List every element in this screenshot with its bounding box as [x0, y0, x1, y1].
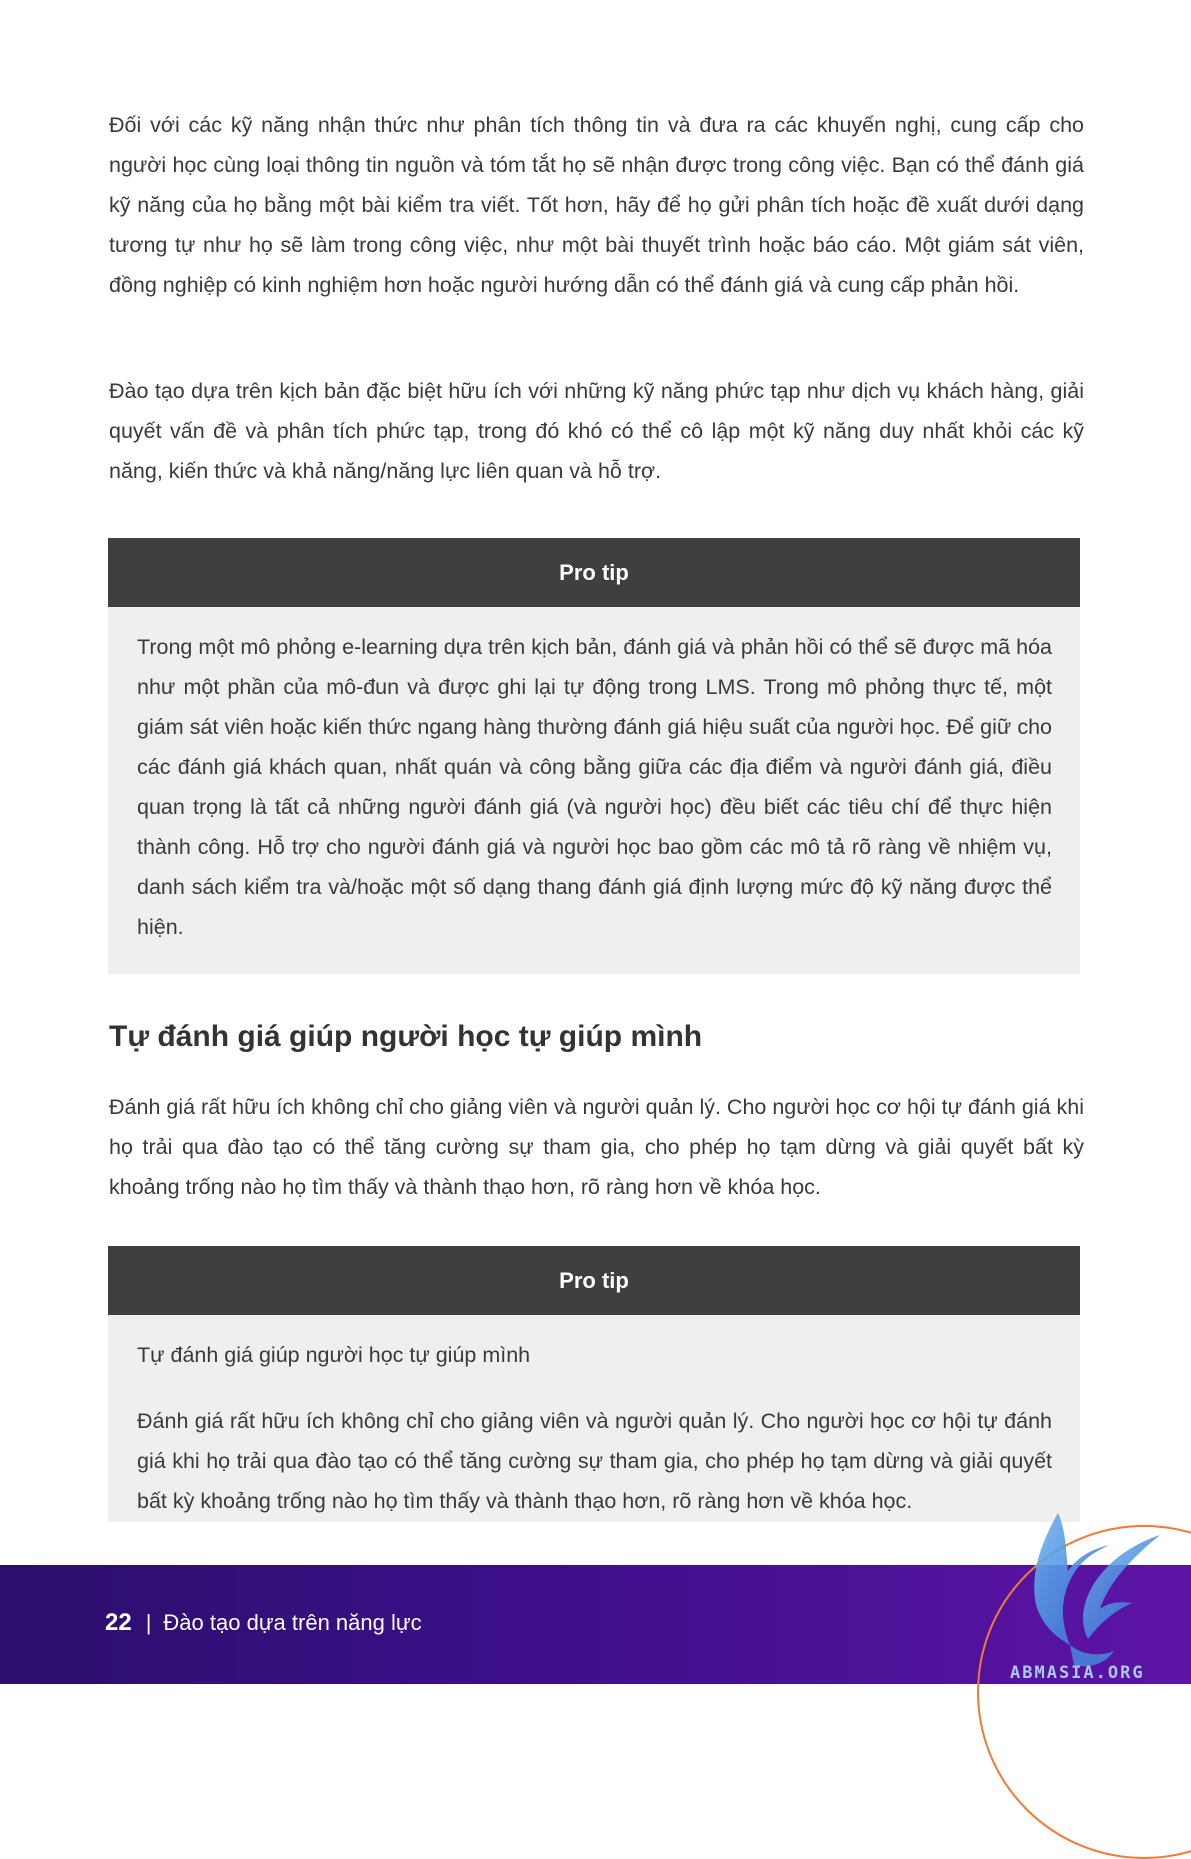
page-number: 22	[105, 1609, 132, 1636]
pro-tip-title-2: Pro tip	[108, 1246, 1080, 1315]
footer-label	[105, 1605, 422, 1641]
paragraph-self-assessment: Đánh giá rất hữu ích không chỉ cho giảng viên và người quản lý. Cho người học cơ hội tự đánh giá khi họ trải qua đào tạo có thể tăng cường sự tham gia, cho phép họ tạm dừng và giải quyết bất kỳ khoảng trống nào họ tìm thấy và thành thạo hơn, rõ ràng hơn về khóa học.	[109, 1095, 1084, 1199]
watermark-text: ABMASIA.ORG	[1010, 1663, 1145, 1683]
pro-tip-body-2	[108, 1315, 1080, 1522]
pro-tip-box-2	[108, 1246, 1080, 1522]
blue-bird-logo-icon	[1010, 1505, 1180, 1680]
pro-tip-body	[108, 607, 1080, 974]
paragraph-cognitive-skills: Đối với các kỹ năng nhận thức như phân tích thông tin và đưa ra các khuyến nghị, cung cấp cho người học cùng loại thông tin nguồn và tóm tắt họ sẽ nhận được trong công việc. Bạn có thể đánh giá kỹ năng của họ bằng một bài kiểm tra viết. Tốt hơn, hãy để họ gửi phân tích hoặc đề xuất dưới dạng tương tự như họ sẽ làm trong công việc, như một bài thuyết trình hoặc báo cáo. Một giám sát viên, đồng nghiệp có kinh nghiệm hơn hoặc người hướng dẫn có thể đánh giá và cung cấp phản hồi.	[109, 113, 1084, 297]
section-heading: Tự đánh giá giúp người học tự giúp mình	[109, 1020, 703, 1053]
pro-tip-title: Pro tip	[108, 538, 1080, 607]
pro-tip-box	[108, 538, 1080, 974]
pro-tip-text-2: Đánh giá rất hữu ích không chỉ cho giảng viên và người quản lý. Cho người học cơ hội tự đánh giá khi họ trải qua đào tạo có thể tăng cường sự tham gia, cho phép họ tạm dừng và giải quyết bất kỳ khoảng trống nào họ tìm thấy và thành thạo hơn, rõ ràng hơn về khóa học.	[137, 1409, 1052, 1513]
footer-separator: |	[145, 1610, 152, 1635]
pro-tip-subtitle: Tự đánh giá giúp người học tự giúp mình	[137, 1343, 531, 1367]
footer-title: Đào tạo dựa trên năng lực	[163, 1610, 422, 1635]
paragraph-scenario-training: Đào tạo dựa trên kịch bản đặc biệt hữu ích với những kỹ năng phức tạp như dịch vụ khách hàng, giải quyết vấn đề và phân tích phức tạp, trong đó khó có thể cô lập một kỹ năng duy nhất khỏi các kỹ năng, kiến thức và khả năng/năng lực liên quan và hỗ trợ.	[109, 379, 1084, 483]
pro-tip-text: Trong một mô phỏng e-learning dựa trên kịch bản, đánh giá và phản hồi có thể sẽ được mã hóa như một phần của mô-đun và được ghi lại tự động trong LMS. Trong mô phỏng thực tế, một giám sát viên hoặc kiến thức ngang hàng thường đánh giá hiệu suất của người học. Để giữ cho các đánh giá khách quan, nhất quán và công bằng giữa các địa điểm và người đánh giá, điều quan trọng là tất cả những người đánh giá (và người học) đều biết các tiêu chí để thực hiện thành công. Hỗ trợ cho người đánh giá và người học bao gồm các mô tả rõ ràng về nhiệm vụ, danh sách kiểm tra và/hoặc một số dạng thang đánh giá định lượng mức độ kỹ năng được thể hiện.	[137, 635, 1052, 939]
